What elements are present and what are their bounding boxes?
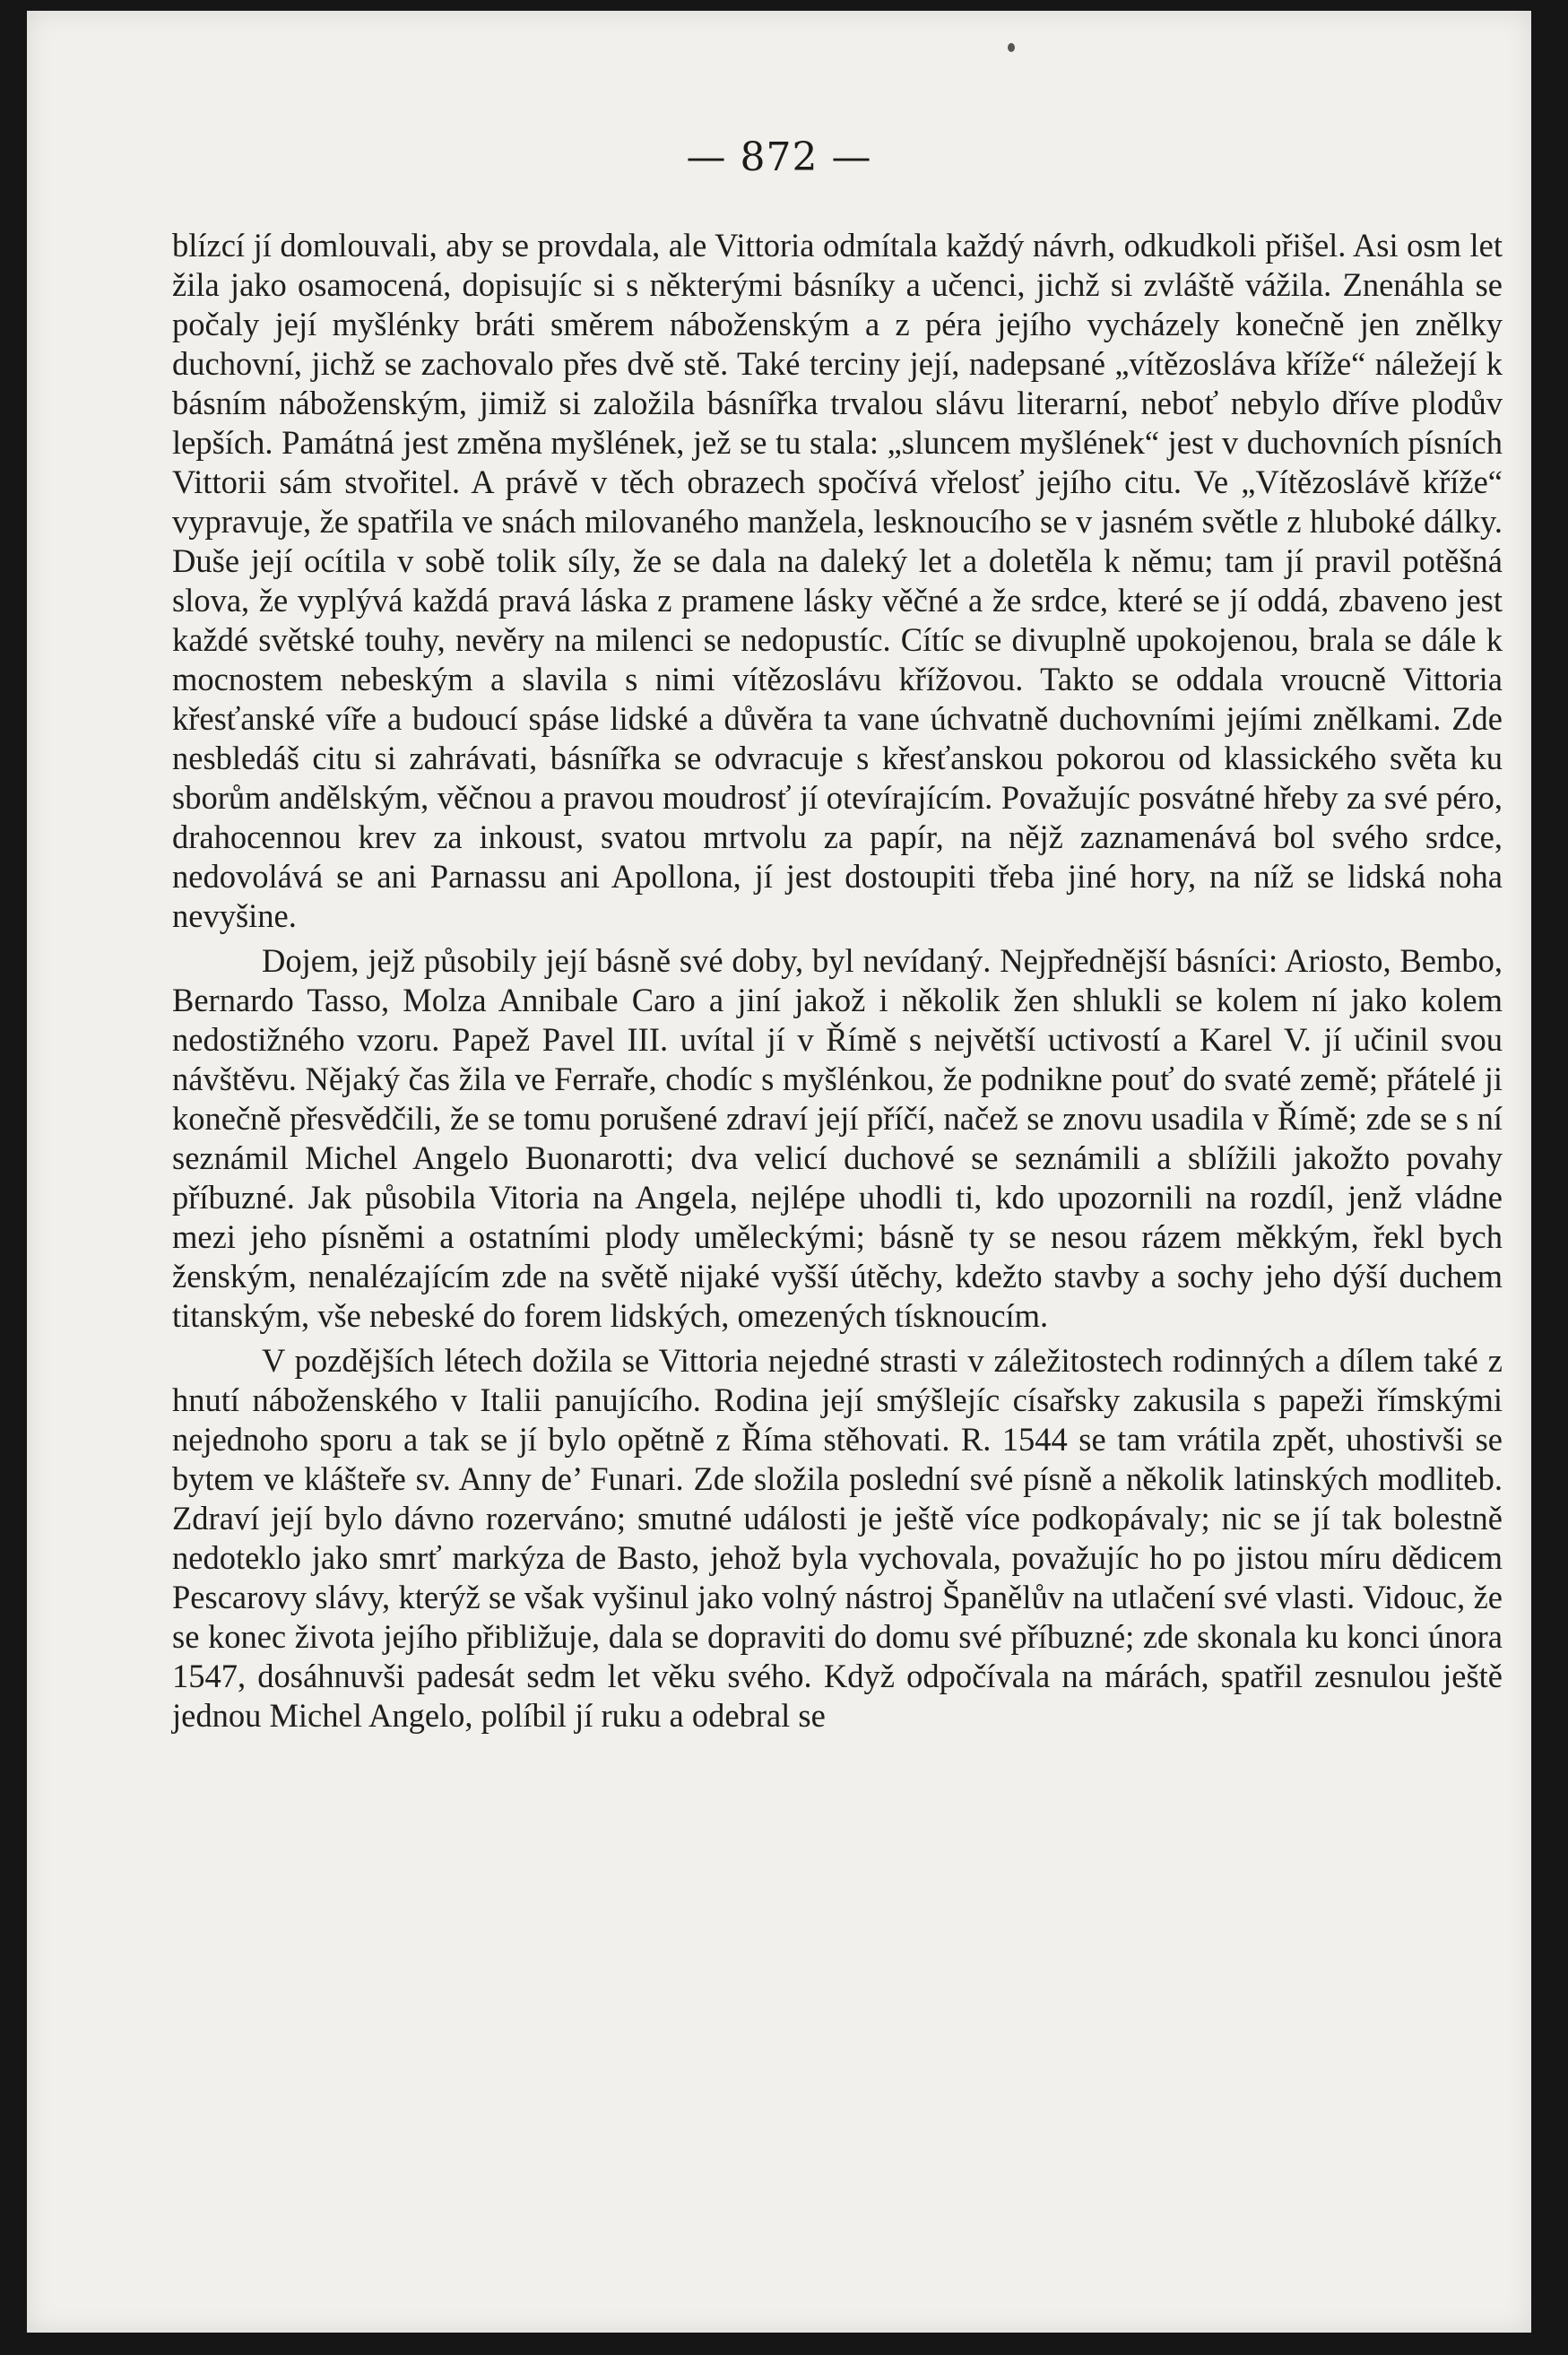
page-body [172, 226, 1503, 1736]
paragraph: Dojem, jejž působily její básně své doby, byl nevídaný. Nejpřednější básníci: Ariosto, Bembo, Bernardo Tasso, Molza Annibale Caro a jiní jakož i několik žen shlukli se kolem ní jako kolem nedostižného vzoru. Papež Pavel III. uvítal jí v Římě s největší uctivostí a Karel V. jí učinil svou návštěvu. Nějaký čas žila ve Ferraře, chodíc s myšlénkou, že podnikne pouť do svaté země; přátelé ji konečně přesvědčili, že se tomu porušené zdraví její příčí, načež se znovu usadila v Římě; zde se s ní seznámil Michel Angelo Buonarotti; dva velicí duchové se seznámili a sblížili jakožto povahy příbuzné. Jak působila Vitoria na Angela, nejlépe uhodli ti, kdo upozornili na rozdíl, jenž vládne mezi jeho písněmi a ostatními plody uměleckými; básně ty se nesou rázem měkkým, řekl bych ženským, nenalézajícím zde na světě nijaké vyšší útěchy, kdežto stavby a sochy jeho dýší duchem titanským, vše nebeské do forem lidských, omezených tísknoucím. [172, 942, 1503, 1334]
book-page [27, 11, 1531, 2333]
page-number: — 872 — [686, 134, 872, 180]
paragraph: V pozdějších létech dožila se Vittoria nejedné strasti v záležitostech rodinných a dílem také z hnutí náboženského v Italii panujícího. Rodina její smýšlejíc císařsky zakusila s papeži římskými nejednoho sporu a tak se jí bylo opětně z Říma stěhovati. R. 1544 se tam vrátila zpět, uhostivši se bytem ve klášteře sv. Anny de’ Funari. Zde složila poslední své písně a několik latinských modliteb. Zdraví její bylo dávno rozerváno; smutné události je ještě více podkopávaly; nic se jí tak bolestně nedoteklo jako smrť markýza de Basto, jehož byla vychovala, považujíc ho po jistou míru dědicem Pescarovy slávy, kterýž se však vyšinul jako volný nástroj Španělův na utlačení své vlasti. Vidouc, že se konec života jejího přibližuje, dala se dopraviti do domu své příbuzné; zde skonala ku konci února 1547, dosáhnuvši padesát sedm let věku svého. Když odpočívala na márách, spatřil zesnulou ještě jednou Michel Angelo, políbil jí ruku a odebral se [172, 1342, 1503, 1734]
paragraph-continued: blízcí jí domlouvali, aby se provdala, ale Vittoria odmítala každý návrh, odkudkoli přišel. Asi osm let žila jako osamocená, dopisujíc si s některými básníky a učenci, jichž si zvláště vážila. Znenáhla se počaly její myšlénky bráti směrem náboženským a z péra jejího vycházely konečně jen znělky duchovní, jichž se zachovalo přes dvě stě. Také terciny její, nadepsané „vítězoslávа kříže“ náležejí k básním náboženským, jimiž si založila básnířka trvalou slávu literarní, neboť nebylo dříve plodův lepších. Památná jest změna myšlének, jež se tu stala: „sluncem myšlének“ jest v duchovních písních Vittorii sám stvořitel. A právě v těch obrazech spočívá vřelosť jejího citu. Ve „Vítězoslávě kříže“ vypravuje, že spatřila ve snách milovaného manžela, lesknoucího se v jasném světle z hluboké dálky. Duše její ocítila v sobě tolik síly, že se dala na daleký let a doletěla k němu; tam jí pravil potěšná slova, že vyplývá každá pravá láska z pramene lásky věčné a že srdce, které se jí oddá, zbaveno jest každé světské touhy, nevěry na milenci se nedopustíc. Cítíc se divuplně upokojenou, brala se dále k mocnostem nebeským a slavila s nimi vítězoslávu křížovou. Takto se oddala vroucně Vittoria křesťanské víře a budoucí spáse lidské a důvěra ta vane úchvatně duchovními jejími znělkami. Zde nesbledáš citu si zahrávati, básnířka se odvracuje s křesťanskou pokorou od klassického světa ku sborům andělským, věčnou a pravou moudrosť jí otevírajícím. Považujíc posvátné hřeby za své péro, drahocennou krev za inkoust, svatou mrtvolu za papír, na nějž zaznamenává bol svého srdce, nedovolává se ani Parnassu ani Apollona, jí jest dostoupiti třeba jiné hory, na níž se lidská noha nevyšine. [172, 227, 1503, 934]
ink-speck [1008, 43, 1015, 52]
